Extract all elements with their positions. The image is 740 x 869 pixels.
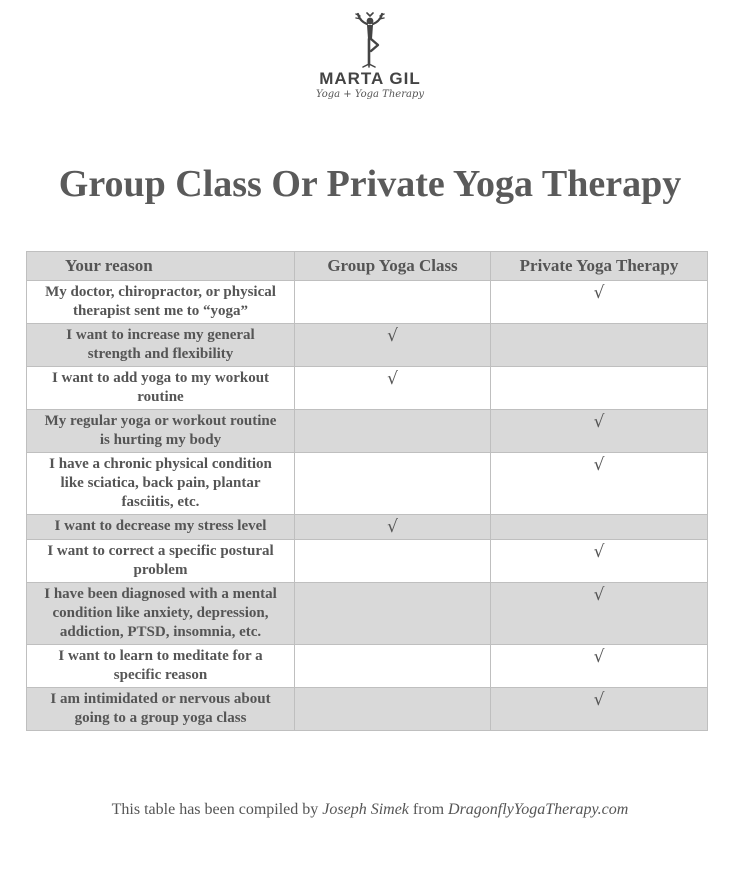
reason-cell [27, 281, 295, 324]
reason-line: going to a group yoga class [74, 710, 247, 726]
group-class-check-cell [295, 410, 491, 453]
private-therapy-check-cell [491, 515, 708, 540]
table-row [27, 583, 708, 645]
private-therapy-check-cell: √ [491, 645, 708, 688]
reason-line: fasciitis, etc. [121, 494, 200, 510]
footer-prefix: This table has been compiled by [111, 801, 323, 818]
reason-cell [27, 324, 295, 367]
group-class-check-cell [295, 453, 491, 515]
brand-logo [0, 12, 740, 102]
reason-line: routine [137, 389, 184, 405]
reason-cell [27, 583, 295, 645]
table-row [27, 281, 708, 324]
footer-middle: from [408, 801, 449, 818]
reason-cell [27, 367, 295, 410]
reason-cell [27, 453, 295, 515]
table-row [27, 515, 708, 540]
reason-line: I have been diagnosed with a mental [44, 586, 277, 602]
group-class-check-cell: √ [295, 367, 491, 410]
reason-line: addiction, PTSD, insomnia, etc. [59, 624, 262, 640]
table-body [27, 281, 708, 731]
footer-source: DragonflyYogaTherapy.com [448, 801, 629, 818]
brand-tagline: Yoga + Yoga Therapy [316, 89, 424, 100]
table-row [27, 453, 708, 515]
page-title: Group Class Or Private Yoga Therapy [58, 163, 682, 205]
table-row [27, 324, 708, 367]
footer-credit [0, 801, 740, 819]
comparison-table [26, 251, 708, 731]
table-header-row [27, 252, 708, 281]
header-private-yoga-therapy: Private Yoga Therapy [491, 252, 708, 281]
group-class-check-cell [295, 281, 491, 324]
private-therapy-check-cell: √ [491, 583, 708, 645]
table-row [27, 540, 708, 583]
reason-line: problem [133, 562, 188, 578]
reason-cell [27, 645, 295, 688]
private-therapy-check-cell: √ [491, 453, 708, 515]
table-row [27, 410, 708, 453]
header-your-reason: Your reason [27, 252, 295, 281]
private-therapy-check-cell: √ [491, 410, 708, 453]
footer-author: Joseph Simek [322, 801, 409, 818]
reason-line: I want to decrease my stress level [54, 518, 267, 534]
reason-line: like sciatica, back pain, plantar [60, 475, 261, 491]
reason-line: condition like anxiety, depression, [52, 605, 269, 621]
reason-cell [27, 540, 295, 583]
reason-line: is hurting my body [99, 432, 222, 448]
group-class-check-cell [295, 645, 491, 688]
group-class-check-cell: √ [295, 515, 491, 540]
group-class-check-cell: √ [295, 324, 491, 367]
reason-line: therapist sent me to “yoga” [73, 303, 248, 319]
private-therapy-check-cell: √ [491, 281, 708, 324]
reason-line: I want to add yoga to my workout [51, 370, 270, 386]
reason-line: My regular yoga or workout routine [44, 413, 277, 429]
private-therapy-check-cell: √ [491, 540, 708, 583]
reason-cell [27, 688, 295, 731]
reason-line: I want to correct a specific postural [47, 543, 274, 559]
table-row [27, 688, 708, 731]
reason-cell [27, 410, 295, 453]
group-class-check-cell [295, 583, 491, 645]
table-row [27, 367, 708, 410]
private-therapy-check-cell [491, 324, 708, 367]
brand-name: MARTA GIL [319, 69, 421, 88]
reason-line: I want to learn to meditate for a [58, 648, 263, 664]
header-group-yoga-class: Group Yoga Class [295, 252, 491, 281]
private-therapy-check-cell: √ [491, 688, 708, 731]
group-class-check-cell [295, 540, 491, 583]
reason-line: specific reason [113, 667, 208, 683]
reason-cell [27, 515, 295, 540]
reason-line: I am intimidated or nervous about [50, 691, 271, 707]
tree-pose-yogi-icon [350, 12, 390, 68]
group-class-check-cell [295, 688, 491, 731]
table-row [27, 645, 708, 688]
reason-line: strength and flexibility [87, 346, 234, 362]
reason-line: I have a chronic physical condition [49, 456, 272, 472]
reason-line: I want to increase my general [66, 327, 255, 343]
private-therapy-check-cell [491, 367, 708, 410]
reason-line: My doctor, chiropractor, or physical [45, 284, 276, 300]
